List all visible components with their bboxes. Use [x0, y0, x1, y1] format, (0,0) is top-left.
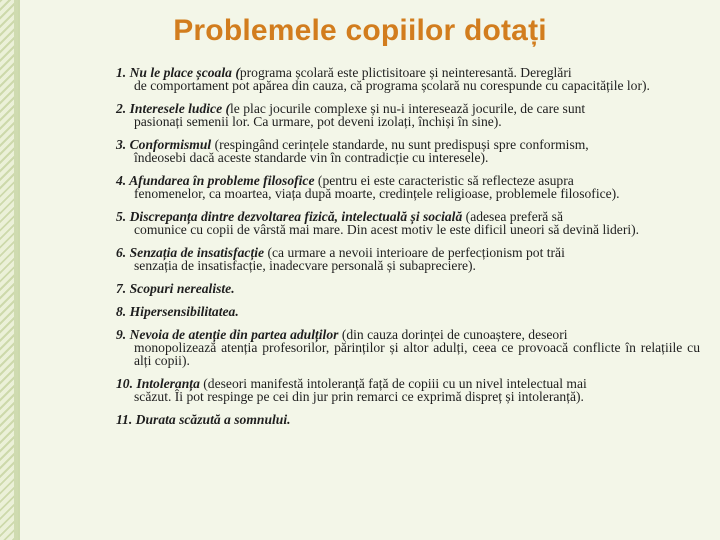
- list-item-continuation: scăzut. Îi pot respinge pe cei din jur prin remarci ce exprimă dispreț și intoleranță).: [134, 389, 584, 404]
- list-item-continuation: monopolizează atenția profesorilor, părinților și altor adulți, ceea ce provoacă conflicte în relațiile cu alți copii).: [134, 340, 700, 368]
- slide-title: Problemele copiilor dotați: [173, 14, 547, 47]
- list-item-heading-text: Afundarea în probleme filosofice: [129, 173, 315, 188]
- list-item: [116, 328, 700, 367]
- list-item-heading-text: Scopuri nerealiste.: [129, 281, 235, 296]
- list-item: [116, 210, 700, 236]
- list-item: [116, 174, 700, 200]
- list-item-continuation: fenomenelor, ca moartea, viața după moarte, credințele religioase, problemele filosofice).: [134, 186, 620, 201]
- list-item-heading-text: Discrepanța dintre dezvoltarea fizică, intelectuală și socială: [129, 209, 463, 224]
- list-item-continuation: îndeosebi dacă aceste standarde vin în contradicție cu interesele).: [134, 150, 489, 165]
- list-item: [116, 102, 700, 128]
- list-item-continuation: de comportament pot apărea din cauza, că programa școlară nu corespunde cu capacitățile lor).: [134, 78, 650, 93]
- list-item-heading: [116, 281, 235, 296]
- list-item-heading: [116, 304, 239, 319]
- list-item-text: programa școlară este plictisitoare și neinteresantă. Dereglări: [239, 65, 572, 80]
- list-item: [116, 282, 700, 295]
- list-item-number: 5.: [116, 209, 127, 224]
- list-item: [116, 305, 700, 318]
- list-item-first-line: [116, 282, 700, 295]
- list-item-continuation: comunice cu copii de vârstă mai mare. Din acest motiv le este dificil uneori să devină lideri).: [134, 222, 640, 237]
- list-item-heading-text: Conformismul: [129, 137, 212, 152]
- decorative-stripe-edge: [18, 0, 20, 540]
- list-item-heading-text: Nu le place școala (: [129, 65, 240, 80]
- list-item-heading-text: Intoleranța: [136, 376, 200, 391]
- list-item-number: 9.: [116, 327, 127, 342]
- list-item-first-line: [116, 413, 700, 426]
- list-item-number: 1.: [116, 65, 127, 80]
- list-item-text: (din cauza dorinței de cunoaștere, deseori: [338, 327, 568, 342]
- list-item-number: 10.: [116, 376, 133, 391]
- list-item: [116, 246, 700, 272]
- list-item-heading-text: Interesele ludice (: [129, 101, 231, 116]
- list-item-heading-text: Hipersensibilitatea.: [129, 304, 239, 319]
- list-item-text: le plac jocurile complexe și nu-i interesează jocurile, de care sunt: [230, 101, 586, 116]
- decorative-stripe: [0, 0, 14, 540]
- list-item: [116, 413, 700, 426]
- list-item-heading-text: Nevoia de atenție din partea adulților: [129, 327, 339, 342]
- list-item: [116, 66, 700, 92]
- list-item-number: 6.: [116, 245, 127, 260]
- list-item-continuation: senzația de insatisfacție, inadecvare personală și subapreciere).: [134, 258, 476, 273]
- list-item-heading-text: Durata scăzută a somnului.: [135, 412, 291, 427]
- list-item-text: (respingând cerințele standarde, nu sunt predispuși spre conformism,: [211, 137, 589, 152]
- list-item-text: (pentru ei este caracteristic să reflecteze asupra: [314, 173, 574, 188]
- list-item: [116, 377, 700, 403]
- list-item-text: (ca urmare a nevoii interioare de perfecționism pot trăi: [264, 245, 565, 260]
- list-item-first-line: [116, 305, 700, 318]
- list-item-text: (deseori manifestă intoleranță față de copiii cu un nivel intelectual mai: [199, 376, 587, 391]
- list-item: [116, 138, 700, 164]
- list-item-number: 8.: [116, 304, 127, 319]
- list-item-number: 2.: [116, 101, 127, 116]
- list-item-number: 3.: [116, 137, 127, 152]
- list-item-continuation: pasionați semenii lor. Ca urmare, pot deveni izolați, închiși în sine).: [134, 114, 502, 129]
- list-item-number: 11.: [116, 412, 133, 427]
- list-item-heading-text: Senzația de insatisfacție: [129, 245, 265, 260]
- problem-list: [116, 66, 700, 436]
- list-item-number: 7.: [116, 281, 127, 296]
- list-item-text: (adesea preferă să: [462, 209, 564, 224]
- list-item-number: 4.: [116, 173, 127, 188]
- list-item-heading: [116, 412, 291, 427]
